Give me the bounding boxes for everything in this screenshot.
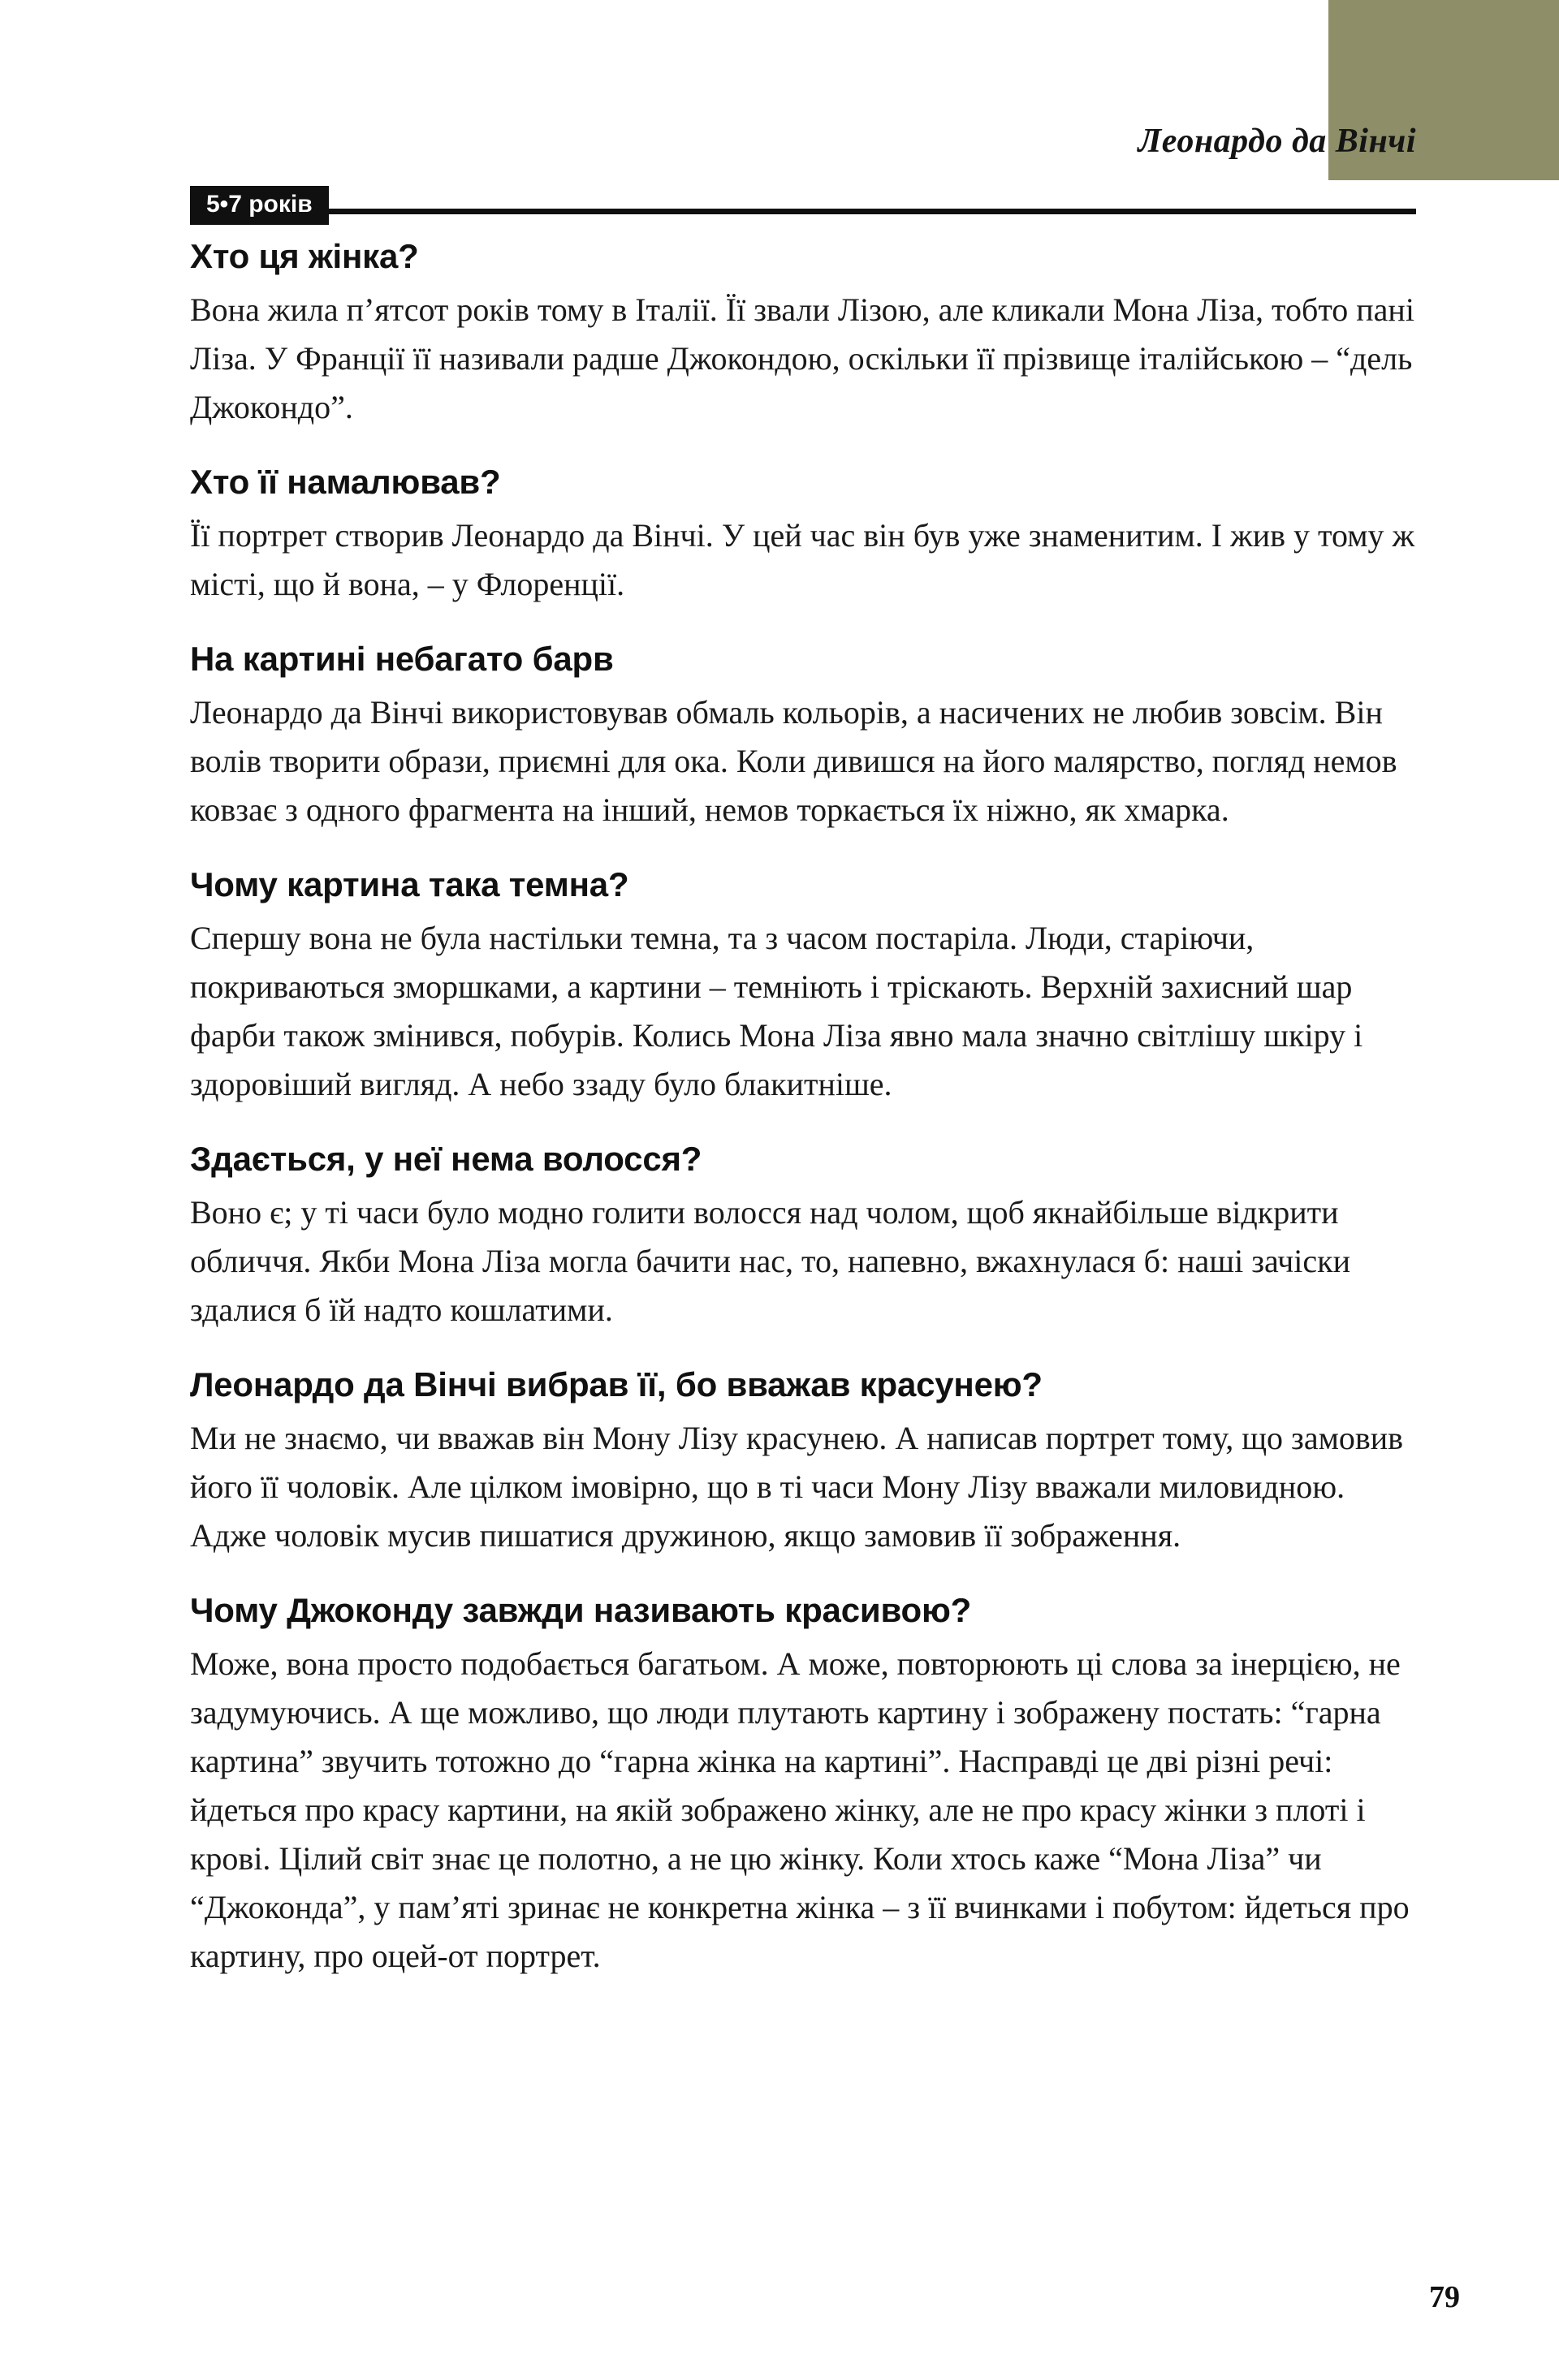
section-body: Спершу вона не була настільки темна, та з часом постаріла. Люди, старіючи, покриваються зморшками, а картини – темніють і тріскають. Верхній захисний шар фарби також змінився, побурів. Колись Мона Ліза явно мала значно світлішу шкіру і здоровіший вигляд. А небо ззаду було блакитніше.: [190, 920, 1363, 1102]
section-heading: Чому картина така темна?: [190, 865, 629, 903]
section-heading: На картині небагато барв: [190, 640, 614, 678]
section: [190, 862, 1418, 1109]
article-content: [190, 234, 1418, 1981]
section-body: Ми не знаємо, чи вважав він Мону Лізу красунею. А написав портрет тому, що замовив його її чоловік. Але цілком імовірно, що в ті часи Мону Лізу вважали миловидною. Адже чоловік мусив пишатися дружиною, якщо замовив її зображення.: [190, 1420, 1404, 1554]
page-number: 79: [1429, 2280, 1460, 2314]
section: [190, 459, 1418, 609]
section-body: Може, вона просто подобається багатьом. А може, повторюють ці слова за інерцією, не задумуючись. А ще можливо, що люди плутають картину і зображену постать: “гарна картина” звучить тотожно до “гарна жінка на картині”. Насправді це дві різні речі: йдеться про красу картини, на якій зображено жінку, але не про красу жінки з плоті і крові. Цілий світ знає це полотно, а не цю жінку. Коли хтось каже “Мона Ліза” чи “Джоконда”, у пам’яті зринає не конкретна жінка – з її вчинками і побутом: йдеться про картину, про оцей-от портрет.: [190, 1645, 1410, 1974]
section-heading: Хто ця жінка?: [190, 237, 419, 275]
section: [190, 1136, 1418, 1334]
section-body: Леонардо да Вінчі використовував обмаль кольорів, а насичених не любив зовсім. Він волів творити образи, приємні для ока. Коли дивишся на його малярство, погляд немов ковзає з одного фрагмента на інший, немов торкається їх ніжно, як хмарка.: [190, 694, 1397, 828]
section: [190, 1588, 1418, 1981]
horizontal-rule: [329, 209, 1416, 214]
section: [190, 1362, 1418, 1560]
section-heading: Чому Джоконду завжди називають красивою?: [190, 1591, 972, 1629]
section-body: Воно є; у ті часи було модно голити волосся над чолом, щоб якнайбільше відкрити обличчя. Якби Мона Ліза могла бачити нас, то, напевно, вжахнулася б: наші зачіски здалися б їй надто кошлатими.: [190, 1194, 1350, 1328]
section-body: Вона жила п’ятсот років тому в Італії. Її звали Лізою, але кликали Мона Ліза, тобто пані Ліза. У Франції її називали радше Джокондою, оскільки її прізвище італійською – “дель Джокондо”.: [190, 291, 1414, 425]
section-heading: Здається, у неї нема волосся?: [190, 1140, 702, 1178]
section: [190, 636, 1418, 834]
section: [190, 234, 1418, 432]
age-rule-row: [190, 186, 1416, 225]
section-heading: Хто її намалював?: [190, 463, 501, 501]
section-body: Її портрет створив Леонардо да Вінчі. У цей час він був уже знаменитим. І жив у тому ж місті, що й вона, – у Флоренції.: [190, 517, 1415, 602]
running-header-title: Леонардо да Вінчі: [1138, 123, 1416, 160]
section-heading: Леонардо да Вінчі вибрав її, бо вважав красунею?: [190, 1365, 1043, 1403]
age-badge: 5•7 років: [190, 186, 329, 225]
